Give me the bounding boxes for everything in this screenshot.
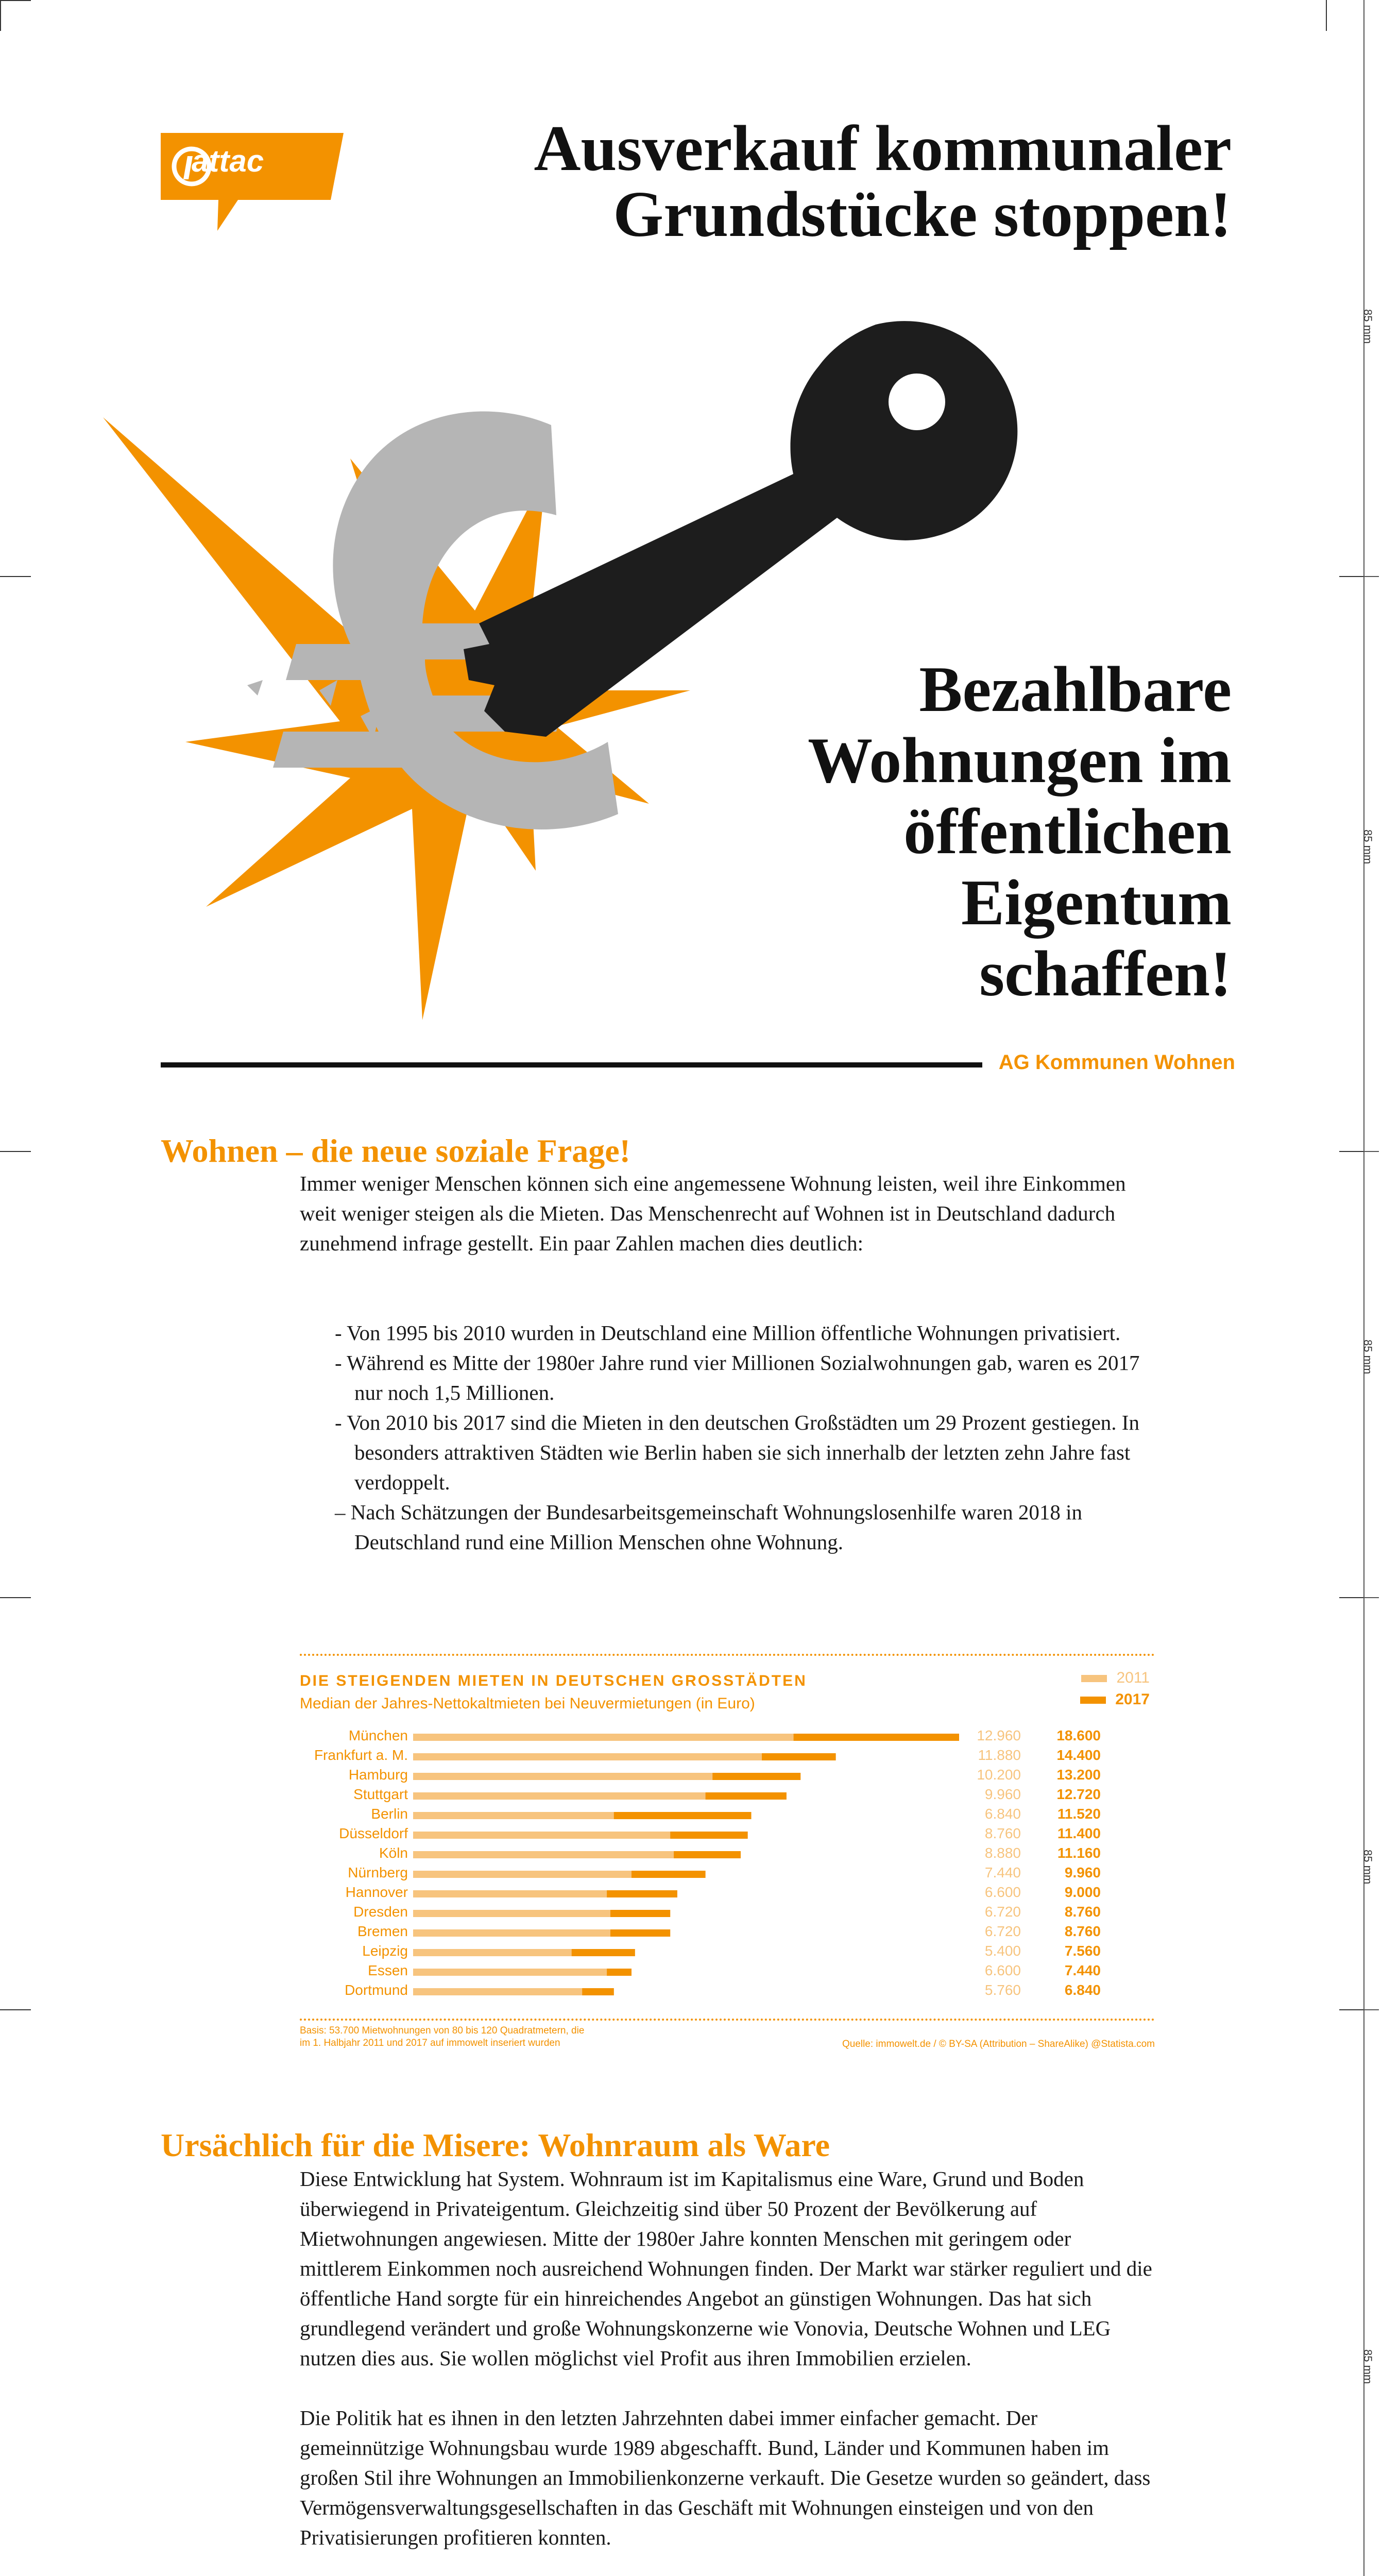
category-label: Berlin xyxy=(371,1806,408,1822)
value-label-2011: 5.400 xyxy=(984,1943,1021,1959)
legend-swatch xyxy=(1081,1675,1107,1682)
section-body xyxy=(300,1168,1155,1288)
measure-label: 85 mm xyxy=(1361,1850,1374,1885)
measure-label: 85 mm xyxy=(1361,309,1374,344)
measure-label: 85 mm xyxy=(1361,1340,1374,1375)
chart-source: Quelle: immowelt.de / © BY-SA (Attribution – ShareAlike) @Statista.com xyxy=(842,2039,1155,2049)
value-label-2017: 9.960 xyxy=(1064,1865,1101,1880)
paragraph: Immer weniger Menschen können sich eine angemessene Wohnung leisten, weil ihre Einkommen weit weniger steigen als die Mieten. Das Menschenrecht auf Wohnen ist in Deutschland dadurch zunehmend infrage gestellt. Ein paar Zahlen machen dies deutlich: xyxy=(300,1172,1126,1255)
value-label-2011: 10.200 xyxy=(977,1767,1021,1783)
section-heading: Wohnen – die neue soziale Frage! xyxy=(161,1132,630,1169)
headline-line: Bezahlbare xyxy=(919,654,1232,725)
value-label-2017: 8.760 xyxy=(1064,1904,1101,1920)
measure-tick xyxy=(1363,1151,1379,1152)
measure-tick xyxy=(1363,2009,1379,2010)
legend-2017 xyxy=(1080,1691,1150,1708)
crop-mark xyxy=(0,1597,31,1598)
value-label-2011: 6.720 xyxy=(984,1923,1021,1939)
chart-top-rule xyxy=(300,1654,1155,1656)
category-label: Essen xyxy=(368,1962,408,1978)
bar-2011 xyxy=(413,1969,607,1976)
value-label-2017: 6.840 xyxy=(1064,1982,1101,1998)
value-label-2017: 11.520 xyxy=(1057,1806,1101,1822)
paragraph: Diese Entwicklung hat System. Wohnraum ist im Kapitalismus eine Ware, Grund und Boden überwiegend in Privateigentum. Gleichzeitig sind über 50 Prozent der Bevölkerung auf Mietwohnungen angewiesen. Mitte der 1980er Jahre konnten Menschen mit geringem oder mittlerem Einkommen noch ausreichend Wohnungen finden. Der Markt war stärker reguliert und die öffentliche Hand sorgte für ein hinreichendes Angebot an günstigen Wohnungen. Das hat sich grundlegend verändert und große Wohnungskonzerne wie Vonovia, Deutsche Wohnen und LEG nutzen dies aus. Sie wollen möglichst viel Profit aus ihren Immobilien erzielen. xyxy=(300,2167,1152,2370)
headline-line: öffentlichen xyxy=(903,796,1232,868)
legend-label: 2017 xyxy=(1115,1691,1150,1708)
bar-2011 xyxy=(413,1734,794,1741)
value-label-2017: 11.400 xyxy=(1057,1825,1101,1841)
value-label-2017: 18.600 xyxy=(1056,1727,1101,1743)
crop-mark xyxy=(0,2009,31,2010)
bar-2011 xyxy=(413,1988,582,1995)
value-label-2011: 9.960 xyxy=(984,1786,1021,1802)
value-label-2017: 9.000 xyxy=(1064,1884,1101,1900)
footnote-line: im 1. Halbjahr 2011 und 2017 auf immowelt inseriert wurden xyxy=(300,2038,560,2048)
list-item: - Während es Mitte der 1980er Jahre rund vier Millionen Sozialwohnungen gab, waren es 2017 nur noch 1,5 Millionen. xyxy=(335,1351,1140,1404)
legend-swatch xyxy=(1080,1697,1106,1704)
chart-footnote xyxy=(300,2025,584,2049)
group-label: AG Kommunen Wohnen xyxy=(998,1051,1235,1074)
chart-bottom-rule xyxy=(300,2019,1155,2021)
list-item: - Von 1995 bis 2010 wurden in Deutschland eine Million öffentliche Wohnungen privatisiert. xyxy=(335,1321,1121,1345)
chart-plot xyxy=(300,1726,1155,2004)
measure-tick xyxy=(1363,1597,1379,1598)
value-label-2017: 14.400 xyxy=(1056,1747,1101,1763)
value-label-2011: 6.600 xyxy=(984,1884,1021,1900)
headline-line: schaffen! xyxy=(979,938,1232,1010)
crop-mark xyxy=(0,1151,31,1152)
divider xyxy=(161,1062,982,1067)
category-label: Leipzig xyxy=(362,1943,408,1959)
crop-mark xyxy=(0,0,31,1)
headline-line: Ausverkauf kommunaler xyxy=(534,113,1232,184)
footnote-line: Basis: 53.700 Mietwohnungen von 80 bis 120 Quadratmetern, die xyxy=(300,2025,585,2036)
value-label-2011: 12.960 xyxy=(977,1727,1021,1743)
value-label-2011: 6.720 xyxy=(984,1904,1021,1920)
value-label-2017: 13.200 xyxy=(1056,1767,1101,1783)
headline-line: Wohnungen im xyxy=(808,725,1232,796)
value-label-2011: 8.880 xyxy=(984,1845,1021,1861)
bar-2011 xyxy=(413,1871,632,1878)
legend-label: 2011 xyxy=(1116,1669,1150,1686)
fragment-shape xyxy=(247,680,263,696)
category-label: Bremen xyxy=(357,1923,408,1939)
list-item: - Von 2010 bis 2017 sind die Mieten in den deutschen Großstädten um 29 Prozent gestiegen. In besonders attraktiven Städten wie Berlin haben sie sich innerhalb der letzten zehn Jahre fast verdoppelt. xyxy=(335,1411,1139,1494)
value-label-2011: 7.440 xyxy=(984,1865,1021,1880)
value-label-2011: 6.600 xyxy=(984,1962,1021,1978)
chart-title: DIE STEIGENDEN MIETEN IN DEUTSCHEN GROSSTÄDTEN xyxy=(300,1672,807,1689)
section-heading: Ursächlich für die Misere: Wohnraum als Ware xyxy=(161,2127,830,2163)
headline-line: Grundstücke stoppen! xyxy=(613,179,1232,250)
category-label: Hannover xyxy=(345,1884,408,1900)
list-item: – Nach Schätzungen der Bundesarbeitsgemeinschaft Wohnungslosenhilfe waren 2018 in Deutschland rund eine Million Menschen ohne Wohnung. xyxy=(335,1500,1083,1554)
category-label: Dortmund xyxy=(345,1982,408,1998)
value-label-2017: 8.760 xyxy=(1064,1923,1101,1939)
category-label: Nürnberg xyxy=(348,1865,408,1880)
bar-2011 xyxy=(413,1773,712,1780)
measure-label: 85 mm xyxy=(1361,2349,1374,2384)
bar-2011 xyxy=(413,1753,762,1760)
value-label-2017: 7.560 xyxy=(1064,1943,1101,1959)
logo-text: attac xyxy=(192,144,264,178)
value-label-2011: 6.840 xyxy=(984,1806,1021,1822)
category-label: Hamburg xyxy=(348,1767,408,1783)
value-label-2011: 5.760 xyxy=(984,1982,1021,1998)
measure-label: 85 mm xyxy=(1361,829,1374,865)
category-label: Frankfurt a. M. xyxy=(314,1747,408,1763)
headline-top xyxy=(304,113,1232,250)
rent-chart xyxy=(300,1654,1155,2061)
headline-right xyxy=(613,654,1232,1010)
measure-tick xyxy=(1363,576,1379,577)
value-label-2017: 11.160 xyxy=(1057,1845,1101,1861)
value-label-2017: 12.720 xyxy=(1056,1786,1101,1802)
value-label-2011: 8.760 xyxy=(984,1825,1021,1841)
bar-2011 xyxy=(413,1949,572,1956)
legend-2011 xyxy=(1081,1669,1150,1687)
bar-2011 xyxy=(413,1832,670,1839)
category-label: Köln xyxy=(379,1845,408,1861)
category-label: Dresden xyxy=(353,1904,408,1920)
value-label-2017: 7.440 xyxy=(1064,1962,1101,1978)
bar-2011 xyxy=(413,1890,607,1897)
bar-2011 xyxy=(413,1792,706,1800)
crop-mark xyxy=(1326,0,1327,31)
paragraph: Die Politik hat es ihnen in den letzten Jahrzehnten dabei immer einfacher gemacht. Der gemeinnützige Wohnungsbau wurde 1989 abgeschafft. Bund, Länder und Kommunen haben im großen Stil ihre Wohnungen an Immobilienkonzerne verkauft. Die Gesetze wurden so geändert, dass Vermögensverwaltungsgesellschaften in das Geschäft mit Wohnungen einsteigen und von den Privatisierungen profitieren konnten. xyxy=(300,2406,1151,2549)
bar-2011 xyxy=(413,1910,610,1917)
measure-rule xyxy=(1363,0,1364,2576)
section-body xyxy=(300,2164,1155,2576)
category-label: München xyxy=(348,1727,408,1743)
bar-2011 xyxy=(413,1812,614,1819)
crop-mark xyxy=(0,576,31,577)
bullet-list xyxy=(335,1318,1149,1557)
headline-line: Eigentum xyxy=(961,867,1232,939)
chart-subtitle: Median der Jahres-Nettokaltmieten bei Neuvermietungen (in Euro) xyxy=(300,1695,755,1712)
category-label: Düsseldorf xyxy=(339,1825,408,1841)
category-label: Stuttgart xyxy=(353,1786,408,1802)
crop-mark xyxy=(0,0,1,31)
value-label-2011: 11.880 xyxy=(978,1747,1021,1763)
bar-2011 xyxy=(413,1851,674,1858)
bar-2011 xyxy=(413,1929,610,1937)
